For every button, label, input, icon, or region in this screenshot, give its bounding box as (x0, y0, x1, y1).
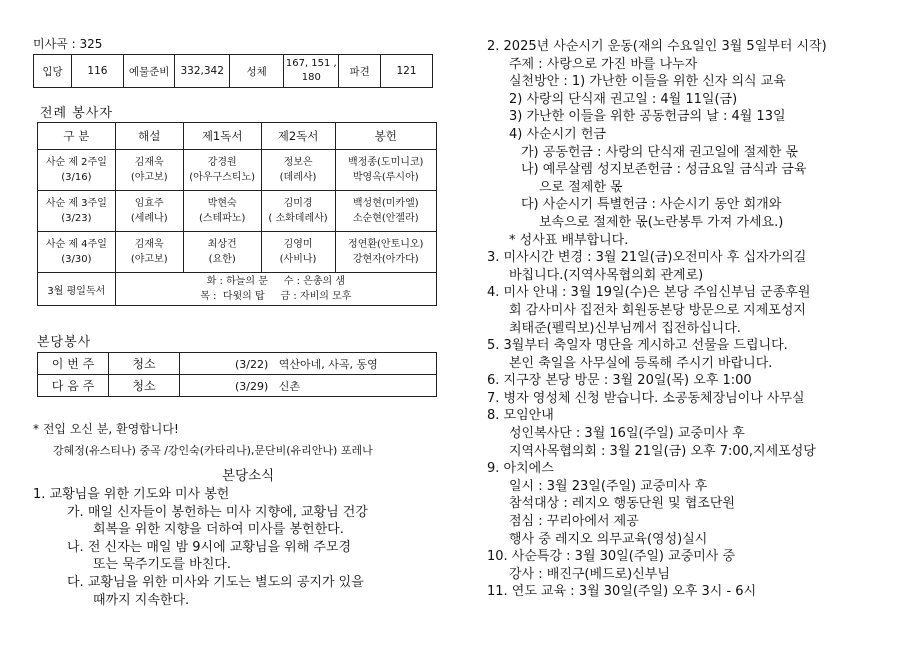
news-item-9-lunch: 점심 : 꾸리아에서 제공 (509, 514, 639, 530)
reader1-name: 최상건 (207, 239, 237, 250)
news-item-1-b: 나. 전 신자는 매일 밤 9시에 교황님을 위해 주모경 (67, 539, 352, 555)
next-week-task: 청소 (109, 375, 180, 397)
week-date: (3/23) (61, 213, 92, 224)
commentator-cell (115, 191, 183, 232)
news-item-1-c: 다. 교황님을 위한 미사와 기도는 별도의 공지가 있을 (67, 574, 364, 590)
offertory-no: 332,342 (175, 55, 230, 88)
week-name: 사순 제 2주일 (45, 157, 107, 168)
reader1-name: 강경원 (207, 157, 237, 168)
news-item-2-plan: 실천방안 : 1) 가난한 이들을 위한 신자 의식 교육 (509, 74, 786, 90)
week-cell (38, 191, 116, 232)
next-week-label: 다 음 주 (38, 375, 109, 397)
news-item-1: 1. 교황님을 위한 기도와 미사 봉헌 (33, 487, 230, 502)
news-item-2-lent-offering: 4) 사순시기 헌금 (509, 126, 606, 142)
hymn-label: 미사곡 : 325 (33, 37, 103, 51)
news-item-2-c-cont: 보속으로 절제한 몫(노란봉투 가져 가세요.) (539, 214, 784, 230)
table-row (38, 232, 437, 273)
header-offering: 봉헌 (335, 123, 436, 150)
news-item-8: 8. 모임안내 (487, 408, 554, 424)
entrance-no: 116 (72, 55, 124, 88)
week-cell (38, 232, 116, 273)
reader2-cell (261, 191, 335, 232)
news-item-5: 5. 3월부터 축일자 명단을 게시하고 선물을 드립니다. (487, 338, 788, 354)
offering-cell (335, 150, 436, 191)
news-item-1-b-cont: 또는 묵주기도를 바친다. (93, 557, 231, 573)
commentator-saint: (야고보) (130, 172, 168, 183)
weekday-line-2: 목 : 다윗의 탑 금 : 자비의 모후 (200, 291, 352, 302)
table-row (38, 375, 437, 397)
week-cell (38, 150, 116, 191)
commentator-name: 임효주 (134, 198, 164, 209)
offering2-name: 박영옥(루시아) (352, 172, 419, 183)
left-news (33, 486, 473, 609)
news-item-1-c-cont: 때까지 지속한다. (93, 592, 190, 608)
commentator-name: 김재욱 (134, 157, 164, 168)
news-item-10: 10. 사순특강 : 3월 30일(주일) 교중미사 중 (487, 549, 736, 565)
communion-no (284, 55, 339, 88)
news-heading: 본당소식 (222, 468, 275, 484)
offering1-name: 백성현(미카엘) (352, 198, 419, 209)
reader2-saint: ( 소화데레사) (268, 213, 328, 224)
offering2-name: 강현자(아가다) (352, 254, 419, 265)
reader2-name: 정보은 (283, 157, 313, 168)
parish-table (37, 352, 437, 397)
offertory-label: 예물준비 (123, 55, 175, 88)
weekday-readings (115, 273, 436, 306)
news-item-4-cont-2: 최태준(펠릭보)신부님께서 집전하십니다. (509, 320, 741, 336)
news-item-10-speaker: 강사 : 배진구(베드로)신부님 (509, 566, 670, 582)
header-reader2: 제2독서 (261, 123, 335, 150)
this-week-task: 청소 (109, 353, 180, 375)
news-item-5-cont: 본인 축일을 사무실에 등록해 주시기 바랍니다. (509, 355, 773, 371)
commentator-cell (115, 150, 183, 191)
news-item-9-date: 일시 : 3월 23일(주일) 교중미사 후 (509, 478, 708, 494)
this-week-label: 이 번 주 (38, 353, 109, 375)
reader1-saint: (요한) (208, 254, 236, 265)
news-item-4-cont-1: 회 감사미사 집전차 회원동본당 방문으로 지제포성지 (509, 302, 806, 318)
dismissal-label: 파견 (339, 55, 381, 88)
reader1-cell (183, 232, 261, 273)
offering1-name: 정연환(안토니오) (348, 239, 424, 250)
news-item-2-fast: 2) 사랑의 단식재 권고일 : 4월 11일(금) (509, 91, 738, 107)
news-item-2-theme: 주제 : 사랑으로 가진 바를 나누자 (509, 56, 698, 72)
hymn-table (33, 54, 433, 88)
header-category: 구 분 (38, 123, 116, 150)
reader1-name: 박현숙 (207, 198, 237, 209)
reader2-name: 김미경 (283, 198, 313, 209)
commentator-saint: (세례나) (130, 213, 168, 224)
communion-label: 성체 (229, 55, 283, 88)
offering-cell (335, 232, 436, 273)
weekday-line-1: 화 : 하늘의 문 수 : 은총의 샘 (206, 276, 345, 287)
news-item-2-note: * 성사표 배부합니다. (509, 232, 629, 248)
week-name: 사순 제 3주일 (45, 198, 107, 209)
table-row (38, 353, 437, 375)
table-row (38, 273, 437, 306)
week-date: (3/30) (61, 254, 92, 265)
reader1-saint: (아우구스티노) (189, 172, 256, 183)
table-row (38, 150, 437, 191)
dismissal-no: 121 (381, 55, 433, 88)
header-commentator: 해설 (115, 123, 183, 150)
news-item-4: 4. 미사 안내 : 3월 19일(수)은 본당 주임신부님 군종후원 (487, 285, 811, 301)
news-item-7: 7. 병자 영성체 신청 받습니다. 소공동체장님이나 사무실 (487, 390, 805, 406)
communion-no-1: 167, 151 , (285, 58, 337, 69)
news-item-1-a: 가. 매일 신자들이 봉헌하는 미사 지향에, 교황님 건강 (67, 504, 368, 520)
right-news (487, 38, 907, 601)
news-item-2: 2. 2025년 사순시기 운동(재의 수요일인 3월 5일부터 시작) (487, 39, 827, 54)
news-item-9-education: 행사 중 레지오 의무교육(영성)실시 (509, 531, 708, 547)
header-reader1: 제1독서 (183, 123, 261, 150)
weekday-label: 3월 평일독서 (38, 273, 116, 306)
news-item-2-b: 나) 예루살렘 성지보존헌금 : 성금요일 금식과 금육 (521, 162, 807, 178)
reader2-saint: (데레사) (279, 172, 317, 183)
entrance-label: 입당 (34, 55, 72, 88)
parish-heading: 본당봉사 (37, 335, 92, 350)
reader2-cell (261, 232, 335, 273)
news-item-3: 3. 미사시간 변경 : 3월 21일(금)오전미사 후 십자가의길 (487, 250, 807, 266)
news-item-9-attendees: 참석대상 : 레지오 행동단원 및 협조단원 (509, 496, 735, 512)
news-item-3-cont: 바칩니다.(지역사목협의회 관계로) (509, 267, 704, 283)
news-item-8-council: 지역사목협의회 : 3월 21일(금) 오후 7:00,지세포성당 (509, 443, 816, 459)
news-item-2-c: 다) 사순시기 특별헌금 : 사순시기 동안 회개와 (521, 197, 782, 213)
news-item-2-b-cont: 으로 절제한 몫 (539, 179, 623, 195)
commentator-name: 김재욱 (134, 239, 164, 250)
reader2-name: 김영미 (283, 239, 313, 250)
news-item-8-altar: 성인복사단 : 3월 16일(주일) 교중미사 후 (509, 426, 745, 442)
news-item-2-collection: 3) 가난한 이들을 위한 공동헌금의 날 : 4월 13일 (509, 109, 786, 125)
news-item-9: 9. 아치에스 (487, 461, 554, 477)
offering1-name: 백정종(도미니코) (348, 157, 424, 168)
reader2-saint: (사비나) (279, 254, 317, 265)
reader1-cell (183, 150, 261, 191)
week-date: (3/16) (61, 172, 92, 183)
commentator-cell (115, 232, 183, 273)
reader1-saint: (스테파노) (198, 213, 246, 224)
week-name: 사순 제 4주일 (45, 239, 107, 250)
next-week-detail: (3/29) 신촌 (180, 375, 437, 397)
news-item-1-a-cont: 회복을 위한 지향을 더하여 미사를 봉헌한다. (93, 522, 344, 538)
commentator-saint: (야고보) (130, 254, 168, 265)
offering2-name: 소순현(안젤라) (352, 213, 419, 224)
reader2-cell (261, 150, 335, 191)
communion-no-2: 180 (301, 72, 321, 83)
table-row (38, 191, 437, 232)
news-item-6: 6. 지구장 본당 방문 : 3월 20일(목) 오후 1:00 (487, 373, 752, 389)
welcome-names: 강혜정(유스티나) 중곡 /강인숙(카타리나),문단비(유리안나) 포레나 (53, 444, 373, 457)
news-item-11: 11. 연도 교육 : 3월 30일(주일) 오후 3시 - 6시 (487, 584, 757, 600)
offering-cell (335, 191, 436, 232)
reader1-cell (183, 191, 261, 232)
liturgy-heading: 전례 봉사자 (40, 106, 113, 121)
this-week-detail: (3/22) 역산아네, 사곡, 동영 (180, 353, 437, 375)
welcome-title: * 전입 오신 분, 환영합니다! (33, 422, 179, 436)
news-item-2-a: 가) 공동헌금 : 사랑의 단식재 권고일에 절제한 몫 (521, 144, 798, 160)
server-table (37, 122, 437, 306)
